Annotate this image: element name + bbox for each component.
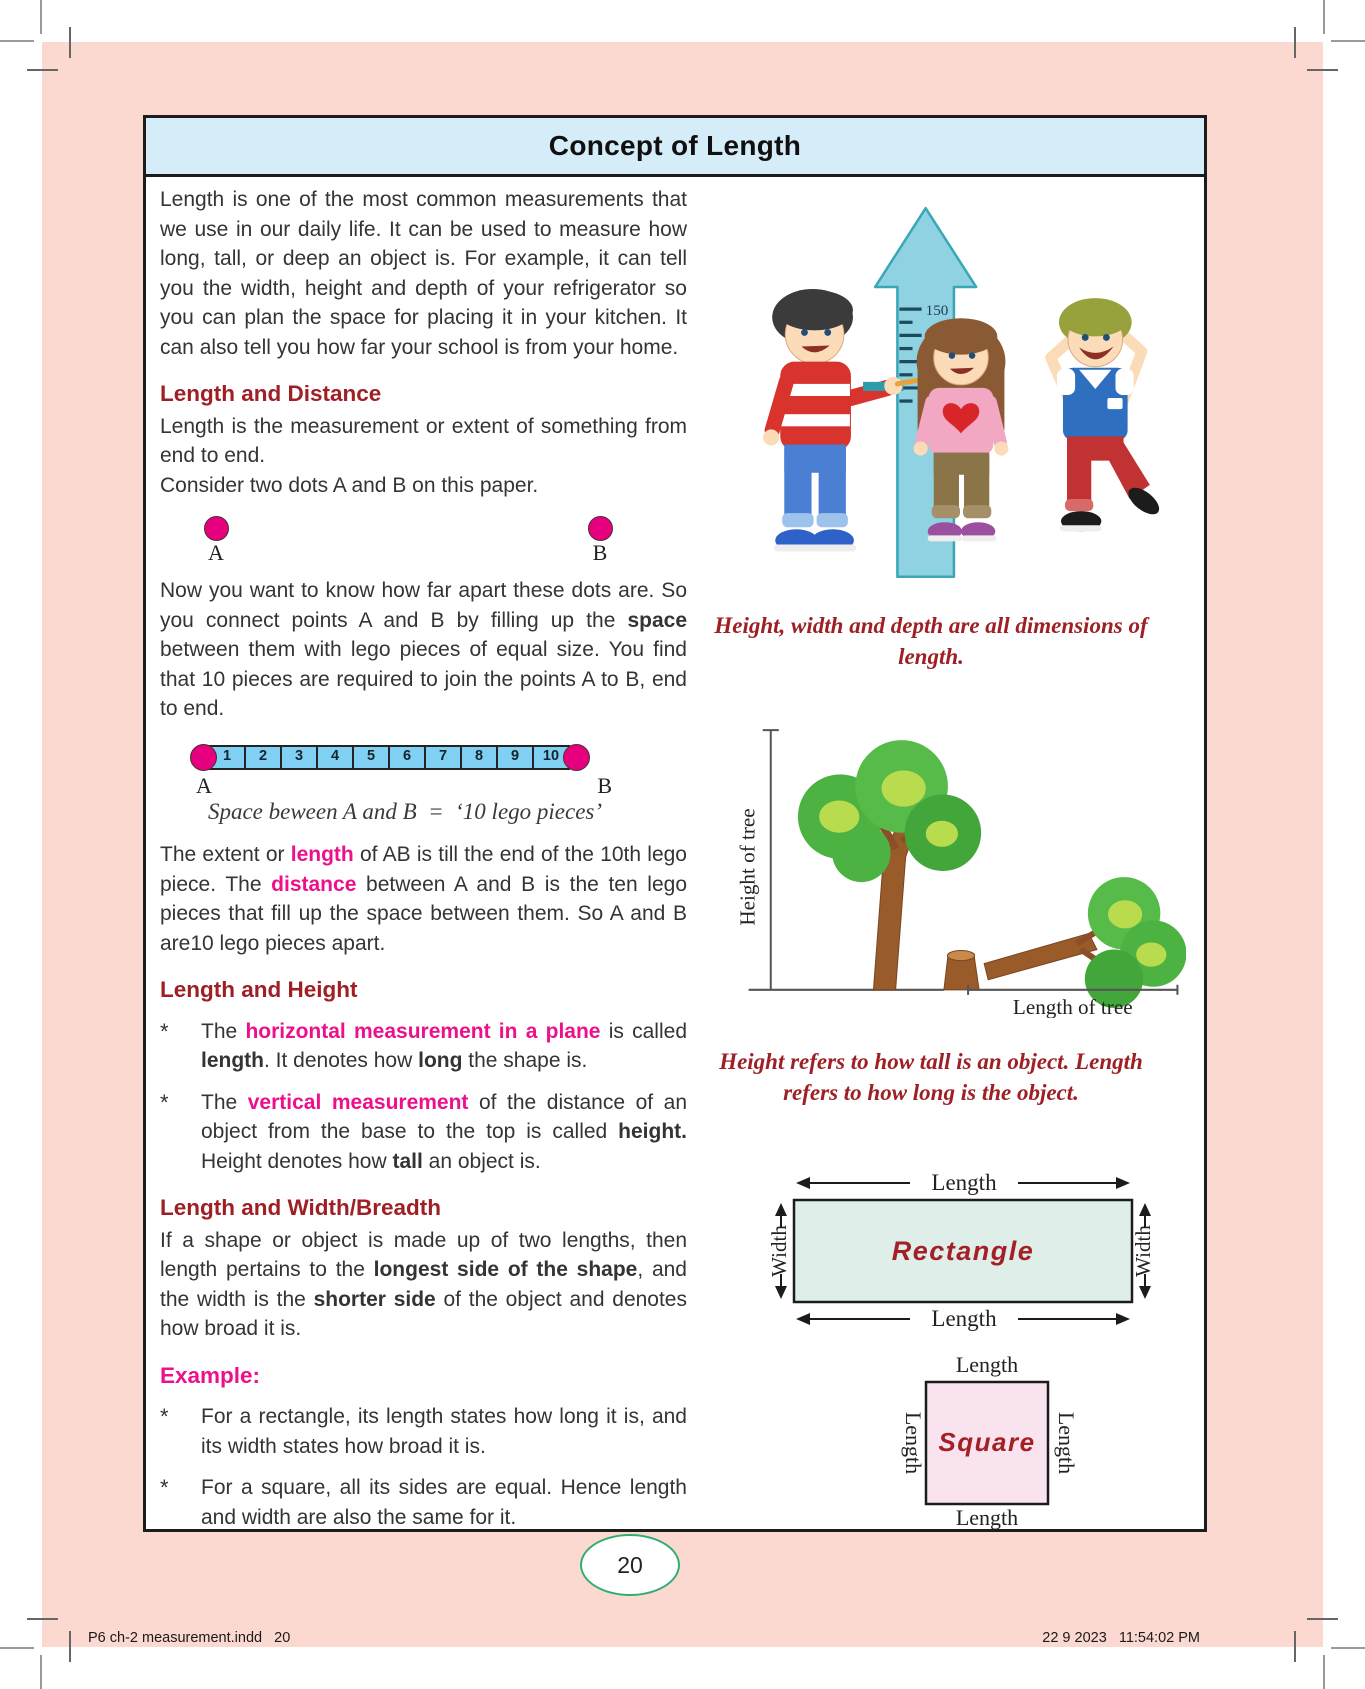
paragraph-consider-dots: Consider two dots A and B on this paper.: [160, 473, 539, 497]
square-left-length-label: Length: [900, 1411, 926, 1475]
kids-measuring-illustration: [721, 188, 1201, 602]
lego-cell: 3: [280, 745, 318, 770]
crop-mark: [1323, 0, 1325, 34]
bullet-horizontal: [160, 1017, 687, 1076]
lego-endpoint-labels: [190, 771, 620, 797]
lesson-box: [143, 115, 1207, 1532]
bullet-marker: *: [160, 1018, 169, 1044]
crop-mark: [69, 1631, 71, 1662]
rectangle-left-width-label: Width: [766, 1225, 791, 1277]
crop-mark: [1294, 27, 1296, 58]
rectangle-right-width-label: Width: [1130, 1225, 1155, 1277]
lego-dot-b: [563, 744, 590, 771]
dot-b-label: B: [592, 540, 608, 565]
crop-mark: [0, 1647, 34, 1649]
lego-cell: 10: [532, 745, 570, 770]
dot-b-group: [580, 516, 620, 565]
dot-a-label: A: [208, 540, 224, 565]
slug-timestamp: 22 9 2023 11:54:02 PM: [1042, 1630, 1200, 1646]
tree-caption: Height refers to how tall is an object. Length refers to how long is the object.: [719, 1049, 1143, 1105]
lego-label-a: A: [196, 772, 212, 798]
scale-150: 150: [925, 303, 949, 320]
lego-cell: 9: [496, 745, 534, 770]
bullet-vertical: [160, 1088, 687, 1177]
length-axis: [968, 985, 1177, 995]
bullet-marker: *: [160, 1475, 169, 1500]
dot-b: [588, 516, 613, 541]
fallen-tree: [984, 877, 1186, 1008]
bullet-rectangle: [160, 1402, 687, 1461]
crop-mark: [69, 27, 71, 58]
lesson-title-bar: [146, 118, 1204, 177]
lego-cell: 1: [208, 745, 246, 770]
lego-cell: 7: [424, 745, 462, 770]
text-column: [160, 185, 687, 1532]
page-title: Concept of Length: [548, 130, 802, 161]
heading-example: Example:: [160, 1362, 261, 1388]
paragraph-shape: If a shape or object is made up of two lengths, then length pertains to the longest side of the shape, and the width is the shorter side of the object and denotes how broad it is.: [160, 1228, 687, 1340]
slug-filename: P6 ch-2 measurement.indd 20: [88, 1630, 291, 1646]
kids-caption: Height, width and depth are all dimensions of length.: [714, 613, 1148, 669]
rectangle-bottom-length-label: Length: [931, 1306, 997, 1331]
crop-mark: [40, 0, 42, 34]
square-bottom-length-label: Length: [955, 1505, 1019, 1530]
dots-figure: [160, 510, 687, 576]
intro-paragraph: Length is one of the most common measurements that we use in our daily life. It can be used to measure how long, tall, or deep an object is. For example, it can tell you the width, height and depth of your refrigerator so you can plan the space for placing it in your kitchen. It can also tell you how far your school is from your home.: [160, 188, 687, 359]
dot-a-group: [196, 516, 236, 565]
square-top-length-label: Length: [955, 1352, 1019, 1377]
lego-cell: 8: [460, 745, 498, 770]
dot-a: [204, 516, 229, 541]
crop-mark: [0, 40, 34, 42]
cheering-boy: [1051, 298, 1164, 531]
crop-mark: [1323, 1655, 1325, 1689]
bullet-marker: *: [160, 1089, 169, 1115]
lego-figure: [190, 744, 620, 827]
heading-length-and-distance: Length and Distance: [160, 381, 382, 406]
crop-mark: [27, 1618, 58, 1620]
lego-caption: Space beween A and B = ‘10 lego pieces’: [207, 798, 603, 824]
crop-mark: [1331, 1647, 1365, 1649]
height-of-tree-label: Height of tree: [735, 808, 760, 926]
bullet-square-text: For a square, all its sides are equal. Hence length and width are also the same for it.: [201, 1476, 687, 1529]
bullet-horizontal-text: The horizontal measurement in a plane is called length. It denotes how long the shape is.: [201, 1019, 687, 1072]
bullet-square: [160, 1473, 687, 1532]
heading-length-and-width: Length and Width/Breadth: [160, 1195, 442, 1220]
crop-mark: [1307, 1618, 1338, 1620]
tree-stump: [944, 951, 979, 990]
crop-mark: [1307, 69, 1338, 71]
crop-mark: [40, 1655, 42, 1689]
page-number-badge: [580, 1534, 680, 1596]
rectangle-diagram: [684, 1170, 1204, 1332]
lego-strip: [190, 744, 620, 771]
paragraph-now: Now you want to know how far apart these dots are. So you connect points A and B by filling up the space between them with lego pieces of equal size. You find that 10 pieces are required to join the points A to B, end to end.: [160, 579, 687, 720]
rectangle-top-length-label: Length: [931, 1170, 997, 1195]
lego-label-b: B: [597, 772, 612, 798]
crop-mark: [1331, 40, 1365, 42]
paragraph-length-distance: The extent or length of AB is till the end of the 10th lego piece. The distance between A and B is the ten lego pieces that fill up the space between them. So A and B are10 lego pieces apart.: [160, 843, 688, 955]
crop-mark: [1294, 1631, 1296, 1662]
lego-cell: 5: [352, 745, 390, 770]
lego-cell: 4: [316, 745, 354, 770]
lego-dot-a: [190, 744, 217, 771]
paragraph-extent: Length is the measurement or extent of something from end to end.: [160, 414, 687, 467]
square-diagram: [684, 1350, 1204, 1530]
tree-illustration: [731, 716, 1186, 1018]
square-right-length-label: Length: [1053, 1411, 1079, 1475]
length-of-tree-label: Length of tree: [1012, 994, 1133, 1018]
rectangle-name-label: Rectangle: [891, 1236, 1035, 1266]
square-name-label: Square: [938, 1427, 1036, 1457]
page-number: 20: [617, 1551, 643, 1578]
bullet-vertical-text: The vertical measurement of the distance of an object from the base to the top is called height. Height denotes how tall an object is.: [201, 1090, 687, 1173]
lego-cell: 6: [388, 745, 426, 770]
lego-cells: [210, 745, 570, 770]
bullet-marker: *: [160, 1404, 169, 1429]
lego-cell: 2: [244, 745, 282, 770]
heading-length-and-height: Length and Height: [160, 977, 358, 1002]
crop-mark: [27, 69, 58, 71]
bullet-rectangle-text: For a rectangle, its length states how long it is, and its width states how broad it is.: [201, 1405, 687, 1458]
